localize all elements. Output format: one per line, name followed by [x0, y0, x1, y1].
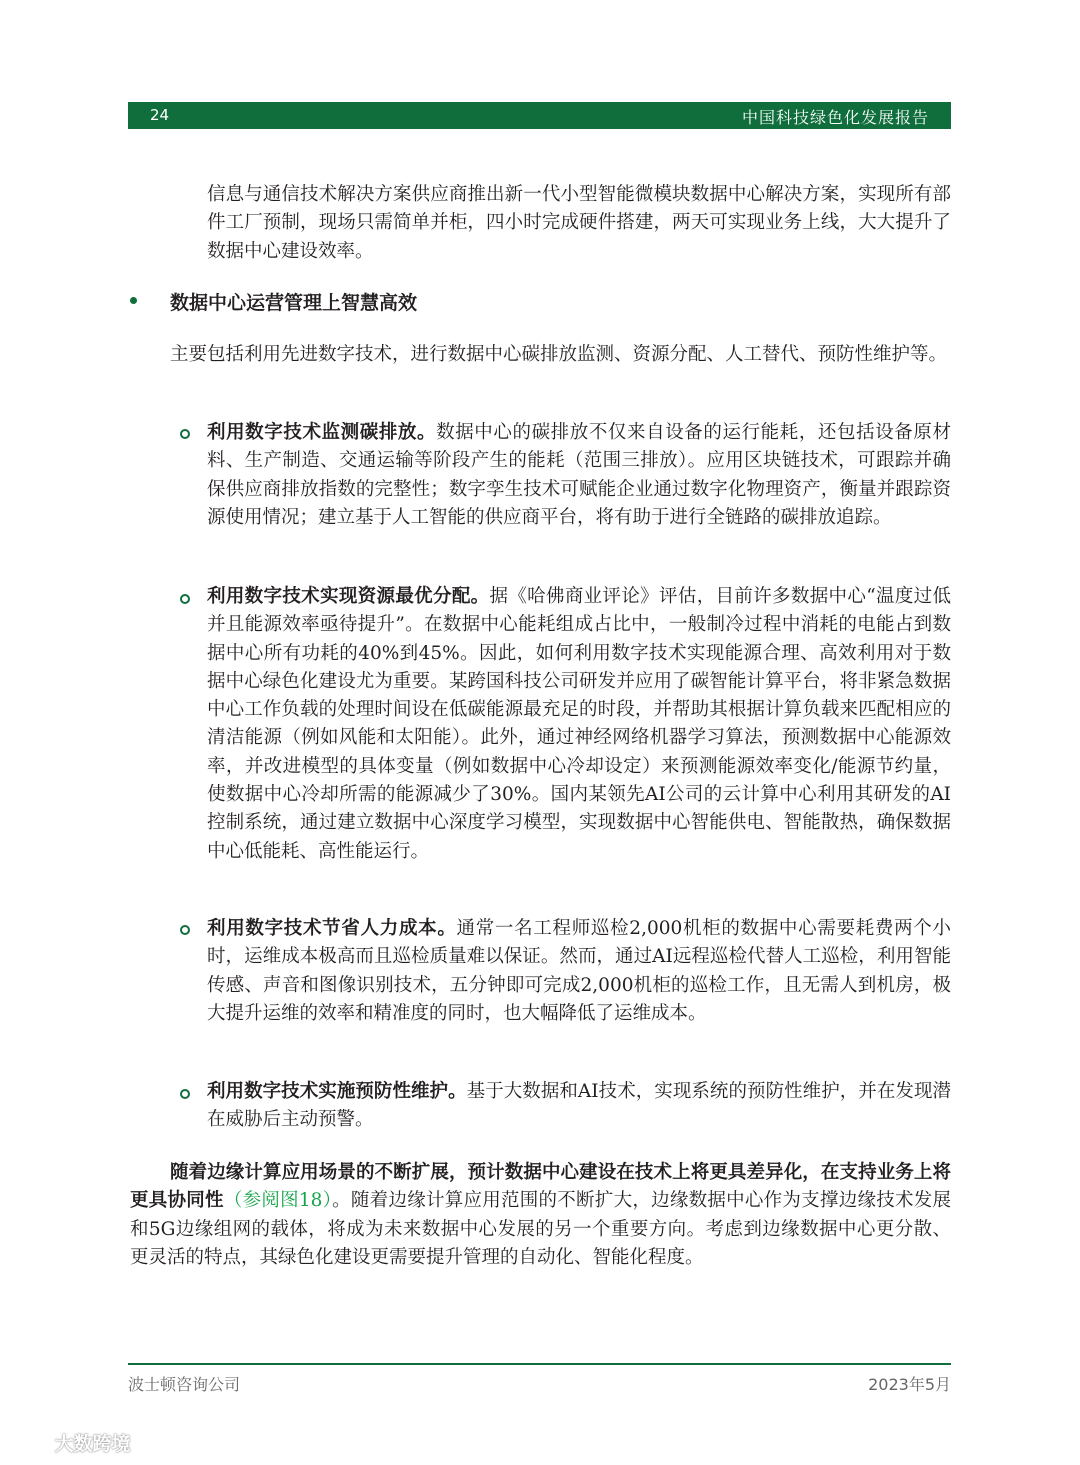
intro-paragraph: 信息与通信技术解决方案供应商推出新一代小型智能微模块数据中心解决方案，实现所有部件工厂预制，现场只需简单并柜，四小时完成硬件搭建，两天可实现业务上线，大大提升了数据中心建设效率。 [207, 184, 951, 262]
subitem-labor-cost [207, 915, 951, 1028]
footer-publisher: 波士顿咨询公司 [128, 1375, 241, 1394]
watermark-text: 大数跨境 [54, 1433, 131, 1455]
hollow-circle-bullet-icon [180, 925, 190, 935]
subitem-title: 利用数字技术节省人力成本。 [207, 918, 457, 939]
page-header-bar [128, 102, 951, 129]
subitem-title: 利用数字技术实现资源最优分配。 [207, 586, 490, 607]
hollow-circle-bullet-icon [180, 1089, 190, 1099]
closing-bold-text: 随着边缘计算应用场景的不断扩展，预计数据中心建设在技术上将更具差异化，在支持业务上将更具协同性 [130, 1162, 951, 1212]
bullet-dot-icon [130, 297, 137, 304]
section-heading: 数据中心运营管理上智慧高效 [170, 292, 418, 314]
footer-date: 2023年5月 [868, 1375, 951, 1394]
watermark [8, 1429, 131, 1456]
subitem-body: 据《哈佛商业评论》评估，目前许多数据中心“温度过低并且能源效率亟待提升”。在数据中心能耗组成占比中，一般制冷过程中消耗的电能占到数据中心所有功耗的40%到45%。因此，如何利用数字技术实现能源合理、高效利用对于数据中心绿色化建设尤为重要。某跨国科技公司研发并应用了碳智能计算平台，将非紧急数据中心工作负载的处理时间设在低碳能源最充足的时段，并帮助其根据计算负载来匹配相应的清洁能源（例如风能和太阳能）。此外，通过神经网络机器学习算法，预测数据中心能源效率，并改进模型的具体变量（例如数据中心冷却设定）来预测能源效率变化/能源节约量，使数据中心冷却所需的能源减少了30%。国内某领先AI公司的云计算中心利用其研发的AI控制系统，通过建立数据中心深度学习模型，实现数据中心智能供电、智能散热，确保数据中心低能耗、高性能运行。 [207, 586, 951, 862]
figure-reference-link[interactable]: （参阅图18） [223, 1190, 333, 1212]
page-number: 24 [150, 106, 170, 124]
subitem-resource-allocation [207, 583, 951, 866]
report-title: 中国科技绿色化发展报告 [741, 108, 929, 127]
hollow-circle-bullet-icon [180, 429, 190, 439]
subitem-title: 利用数字技术实施预防性维护。 [207, 1081, 467, 1102]
subitem-body: 基于大数据和AI技术，实现系统的预防性维护，并在发现潜在威胁后主动预警。 [207, 1081, 951, 1131]
watermark-logo-icon [8, 1432, 48, 1454]
subitem-body: 通常一名工程师巡检2,000机柜的数据中心需要耗费两个小时，运维成本极高而且巡检质量难以保证。然而，通过AI远程巡检代替人工巡检，利用智能传感、声音和图像识别技术，五分钟即可完成2,000机柜的巡检工作，且无需人到机房，极大提升运维的效率和精准度的同时，也大幅降低了运维成本。 [207, 918, 951, 1024]
subitem-preventive-maintenance [207, 1078, 951, 1135]
footer-divider [128, 1363, 951, 1365]
section-summary: 主要包括利用先进数字技术，进行数据中心碳排放监测、资源分配、人工替代、预防性维护等。 [170, 344, 948, 365]
subitem-carbon-monitoring [207, 419, 951, 532]
closing-body: 。随着边缘计算应用范围的不断扩大，边缘数据中心作为支撑边缘技术发展和5G边缘组网的载体，将成为未来数据中心发展的另一个重要方向。考虑到边缘数据中心更分散、更灵活的特点，其绿色化建设更需要提升管理的自动化、智能化程度。 [130, 1190, 951, 1268]
hollow-circle-bullet-icon [180, 594, 190, 604]
subitem-title: 利用数字技术监测碳排放。 [207, 422, 437, 443]
closing-paragraph [130, 1159, 951, 1272]
subitem-body: 数据中心的碳排放不仅来自设备的运行能耗，还包括设备原材料、生产制造、交通运输等阶段产生的能耗（范围三排放）。应用区块链技术，可跟踪并确保供应商排放指数的完整性；数字孪生技术可赋能企业通过数字化物理资产，衡量并跟踪资源使用情况；建立基于人工智能的供应商平台，将有助于进行全链路的碳排放追踪。 [207, 422, 951, 528]
